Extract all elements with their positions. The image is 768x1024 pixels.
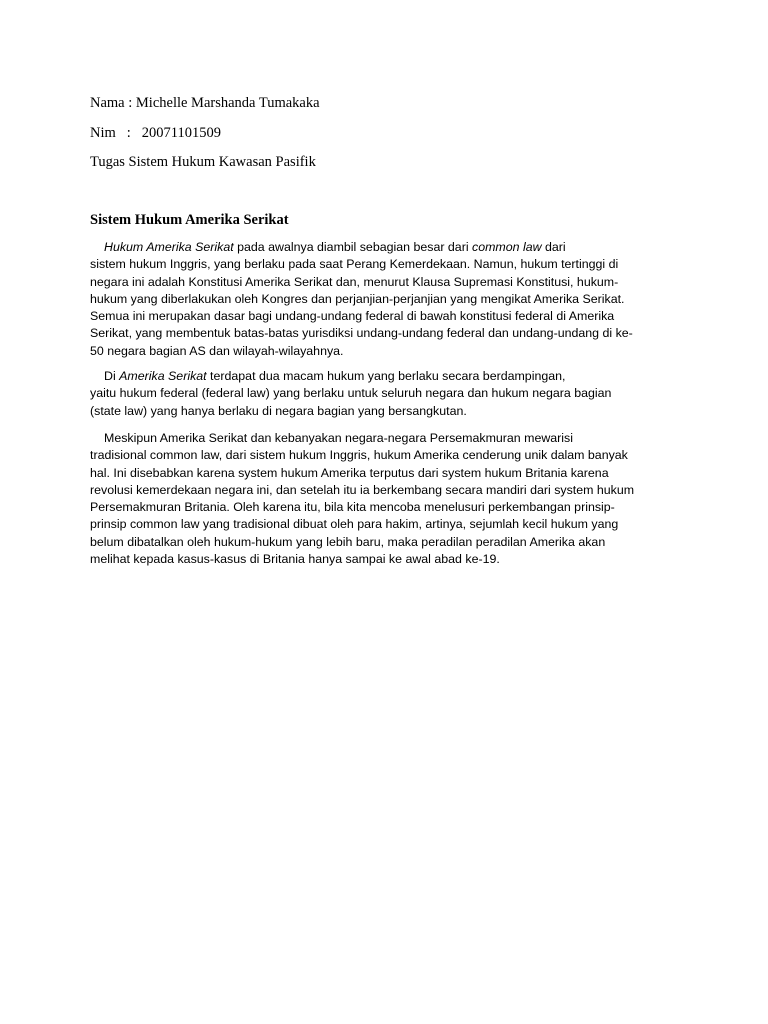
paragraph-line: sistem hukum Inggris, yang berlaku pada saat Perang Kemerdekaan. Namun, hukum tertinggi di [90,257,619,272]
paragraph-line: Meskipun Amerika Serikat dan kebanyakan negara-negara Persemakmuran mewarisi [104,431,574,445]
student-id-separator: : [126,125,131,141]
paragraph-line: hukum yang diberlakukan oleh Kongres dan perjanjian-perjanjian yang mengikat Amerika Serikat. [90,291,625,306]
paragraph-1 [90,239,680,360]
student-id-label: Nim [90,125,116,141]
student-id-value: 20071101509 [141,125,221,141]
italic-term: Amerika Serikat [119,369,207,383]
assignment-title [90,153,316,171]
student-name-line [90,94,320,112]
paragraph-2 [90,368,680,420]
paragraph-line: Semua ini merupakan dasar bagi undang-undang federal di bawah konstitusi federal di Amerika [90,309,615,324]
student-name: Nama : Michelle Marshanda Tumakaka [90,95,320,111]
paragraph-line: revolusi kemerdekaan negara ini, dan setelah itu ia berkembang secara mandiri dari system hukum [90,482,635,497]
paragraph-line: melihat kepada kasus-kasus di Britania hanya sampai ke awal abad ke-19. [90,552,500,567]
paragraph-line [90,239,680,256]
paragraph-line: (state law) yang hanya berlaku di negara bagian yang bersangkutan. [90,403,467,418]
paragraph-line: yaitu hukum federal (federal law) yang berlaku untuk seluruh negara dan hukum negara bagian [90,386,612,401]
paragraph-line [90,368,680,385]
text-run: pada awalnya diambil sebagian besar dari [233,240,473,254]
text-run: Di [104,369,120,383]
text-run: terdapat dua macam hukum yang berlaku secara berdampingan, [206,369,566,383]
text-run: dari [541,240,566,254]
paragraph-line: Serikat, yang membentuk batas-batas yurisdiksi undang-undang federal dan undang-undang di ke- [90,326,633,341]
paragraph-line: Persemakmuran Britania. Oleh karena itu, bila kita mencoba menelusuri perkembangan prinsip- [90,500,615,515]
paragraph-line: prinsip common law yang tradisional dibuat oleh para hakim, artinya, sejumlah kecil hukum yang [90,517,619,532]
section-heading: Sistem Hukum Amerika Serikat [90,212,289,228]
italic-term: Hukum Amerika Serikat [104,240,234,254]
paragraph-line: 50 negara bagian AS dan wilayah-wilayahnya. [90,343,344,358]
paragraph-line: belum dibatalkan oleh hukum-hukum yang lebih baru, maka peradilan peradilan Amerika akan [90,534,606,549]
student-id-line [90,124,221,142]
paragraph-line: hal. Ini disebabkan karena system hukum Amerika terputus dari system hukum Britania karena [90,465,609,480]
paragraph-3 [90,430,680,568]
italic-term: common law [472,240,542,254]
paragraph-line: tradisional common law, dari sistem hukum Inggris, hukum Amerika cenderung unik dalam banyak [90,448,628,463]
paragraph-line: negara ini adalah Konstitusi Amerika Serikat dan, menurut Klausa Supremasi Konstitusi, hukum- [90,274,619,289]
assignment-title-text: Tugas Sistem Hukum Kawasan Pasifik [90,154,316,170]
